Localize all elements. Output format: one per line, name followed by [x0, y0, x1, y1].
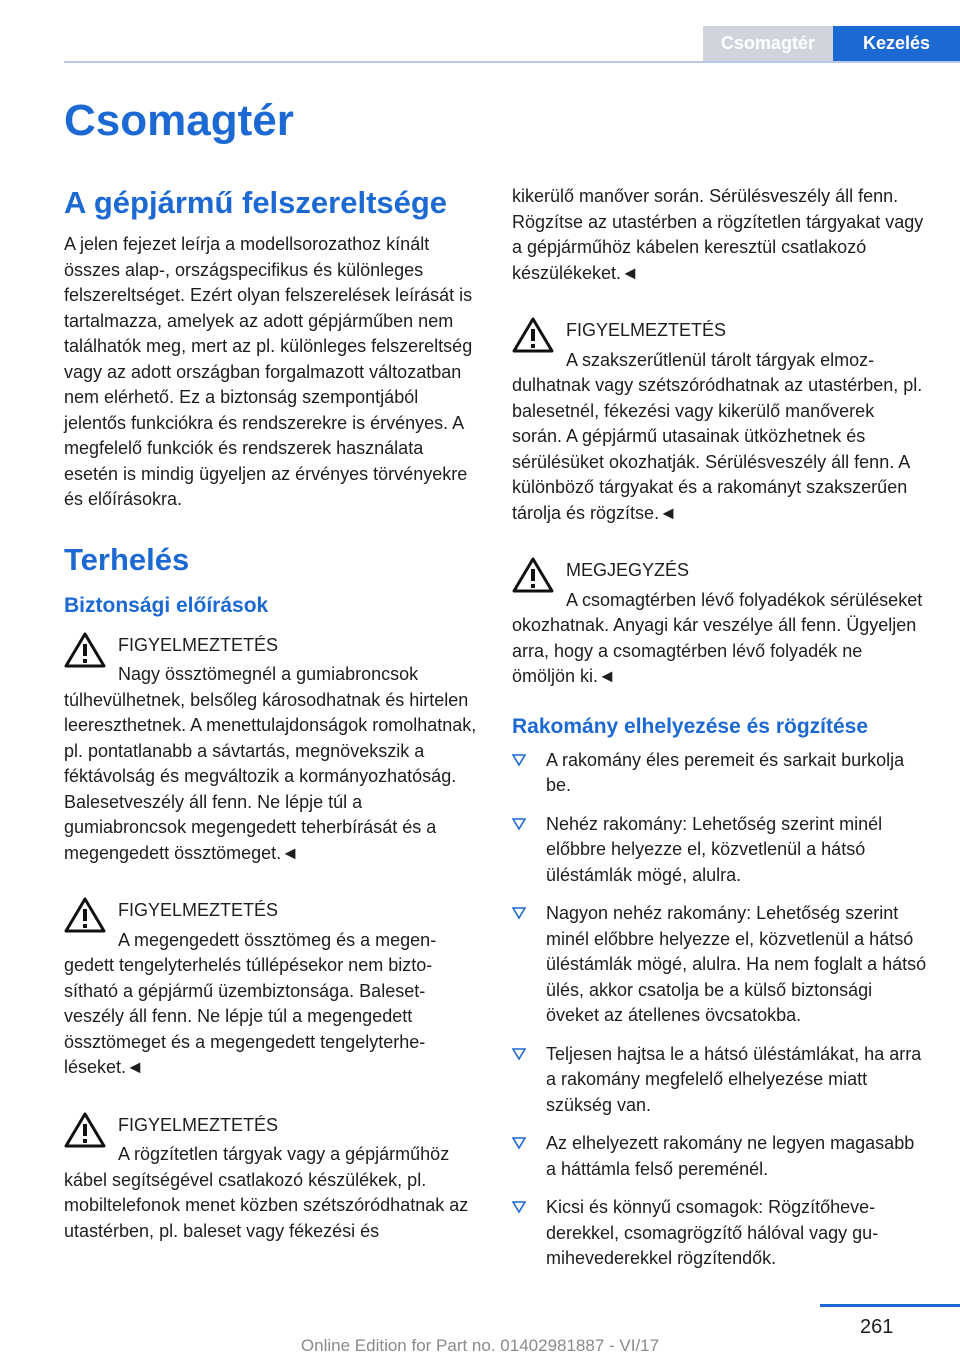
- section-heading-felszereltseg: A gépjármű felszereltsége: [64, 185, 448, 220]
- warning-triangle-icon: [64, 1111, 106, 1149]
- subheading-rakomany: Rakomány elhelyezése és rögzítése: [512, 714, 869, 738]
- warning-block-1: [64, 627, 478, 867]
- warning-block-3: [64, 1107, 478, 1245]
- warning-label: FIGYELMEZTETÉS: [118, 634, 279, 655]
- warning-block-2: [64, 892, 478, 1081]
- warning-triangle-icon: [512, 316, 554, 354]
- bullet-triangle-icon: [512, 1136, 526, 1150]
- list-item: [512, 748, 928, 799]
- bullet-triangle-icon: [512, 906, 526, 920]
- list-item-text: Kicsi és könnyű csomagok: Rögzítőhevederekkel, csomagrögzítő hálóval vagy gumihevederekkel rögzítendők.: [546, 1197, 879, 1268]
- note-text: A csomagtérben lévő folyadékok sérüléseket okozhatnak. Anyagi kár veszélye áll fenn. Ügyeljen arra, hogy a csomagtérben lévő folyadék ne ömöljön ki.◄: [512, 589, 923, 686]
- warning-text: A rögzítetlen tárgyak vagy a gépjárműhöz kábel segítségével csatlakozó készülékek, pl. mobiltelefonok menet közben szétszóródhatnak az utastérben, pl. baleset vagy fékezési és: [64, 1144, 469, 1241]
- bullet-triangle-icon: [512, 817, 526, 831]
- warning-triangle-icon: [64, 631, 106, 669]
- warning-text: A szakszerűtlenül tárolt tárgyak elmozdulhatnak vagy szétszóródhatnak az utastérben, pl. balesetnél, fékezési vagy kikerülő manőverek során. A gépjármű utasainak ütközhetnek és sérülésüket okozhatják. Sérülésveszély áll fenn. A különböző tárgyakat és a rakományt szakszerűen tárolja és rögzítse.◄: [512, 349, 923, 523]
- section-body-felszereltseg: A jelen fejezet leírja a modellsorozathoz kínált összes alap-, országspecifikus és különleges felszereltséget. Ezért olyan felszerelések leírását is tartalmazza, amelyek az adott gépjárműben nem találhatók meg, mert az pl. különleges felszereltség vagy az adott országban forgalmazott változatban nem elérhető. Ez a biztonság szempontjából jelentős funkciókra és rendszerekre is érvényes. A megfelelő funkciók és rendszerek használata esetén is mindig ügyeljen az érvényes törvényekre és előírásokra.: [64, 234, 473, 509]
- warning-triangle-icon: [64, 896, 106, 934]
- tab-csomagter[interactable]: Csomagtér: [703, 26, 833, 61]
- list-item-text: Nehéz rakomány: Lehetőség szerint minél előbbre helyezze el, közvetlenül a hátsó üléstámlák mögé, alulra.: [546, 813, 883, 885]
- footer-edition: Online Edition for Part no. 01402981887 - VI/17: [300, 1336, 660, 1355]
- list-item: [512, 901, 928, 1029]
- note-label: MEGJEGYZÉS: [566, 560, 690, 580]
- bullet-triangle-icon: [512, 753, 526, 767]
- warning-label: FIGYELMEZTETÉS: [566, 320, 727, 340]
- list-item-text: Teljesen hajtsa le a hátsó üléstámlákat, ha arra a rakomány megfelelő elhelyezése miatt szükség van.: [546, 1043, 922, 1115]
- page-number: 261: [860, 1316, 894, 1338]
- tab-kezeles[interactable]: Kezelés: [833, 26, 960, 61]
- page-title: Csomagtér: [64, 96, 294, 145]
- warning-triangle-icon: [512, 556, 554, 594]
- warning-text: Nagy össztömegnél a gumiabroncsok túlhevülhetnek, belsőleg károsodhatnak és hirtelen leereszthetnek. A menettulajdonságok romolhatnak, pl. pontatlanabb a sávtartás, megnövekszik a féktávolság és megváltozik a kormányozhatóság. Balesetveszély áll fenn. Ne lépje túl a gumiabroncsok megengedett teherbírását és a megengedett össztömeget.◄: [64, 664, 477, 863]
- list-item: [512, 1195, 928, 1272]
- list-item: [512, 1131, 928, 1182]
- left-column: [64, 184, 478, 1244]
- list-item-text: A rakomány éles peremeit és sarkait burkolja be.: [546, 749, 905, 795]
- warning-label: FIGYELMEZTETÉS: [118, 900, 279, 920]
- right-column: [512, 184, 928, 1285]
- warning-block-4: [512, 312, 928, 526]
- footer-rule: [820, 1304, 960, 1307]
- list-item-text: Az elhelyezett rakomány ne legyen magasabb a háttámla felső pereménél.: [546, 1133, 915, 1179]
- warning-label: FIGYELMEZTETÉS: [118, 1114, 279, 1135]
- warning-text: A megengedett össztömeg és a megengedett tengelyterhelés túllépésekor nem biztosítható a gépjármű üzembiztonsága. Balesetveszély áll fenn. Ne lépje túl a megengedett össztömeget és a megengedett tengelyterheléseket.◄: [64, 929, 437, 1077]
- list-item: [512, 1042, 928, 1119]
- bullet-triangle-icon: [512, 1047, 526, 1061]
- warning-continuation-text: kikerülő manőver során. Sérülésveszély áll fenn. Rögzítse az utastérben a rögzítetlen tárgyakat vagy a gépjárműhöz kábelen keresztül csatlakozó készülékeket.◄: [512, 186, 924, 283]
- subheading-biztonsagi-eloirasok: Biztonsági előírások: [64, 593, 269, 617]
- list-item-text: Nagyon nehéz rakomány: Lehetőség szerint minél előbbre helyezze el, közvetlenül a hátsó üléstámlák mögé, alulra. Ha nem foglalt a hátsó ülés, akkor csatolja be a külső biztonsági öveket az átellenes övcsatokba.: [546, 903, 927, 1025]
- cargo-list: [512, 748, 928, 1272]
- section-heading-terheles: Terhelés: [64, 541, 190, 577]
- header-tabs: [703, 26, 960, 61]
- list-item: [512, 812, 928, 889]
- header-rule: [64, 61, 960, 63]
- bullet-triangle-icon: [512, 1200, 526, 1214]
- note-block: [512, 552, 928, 690]
